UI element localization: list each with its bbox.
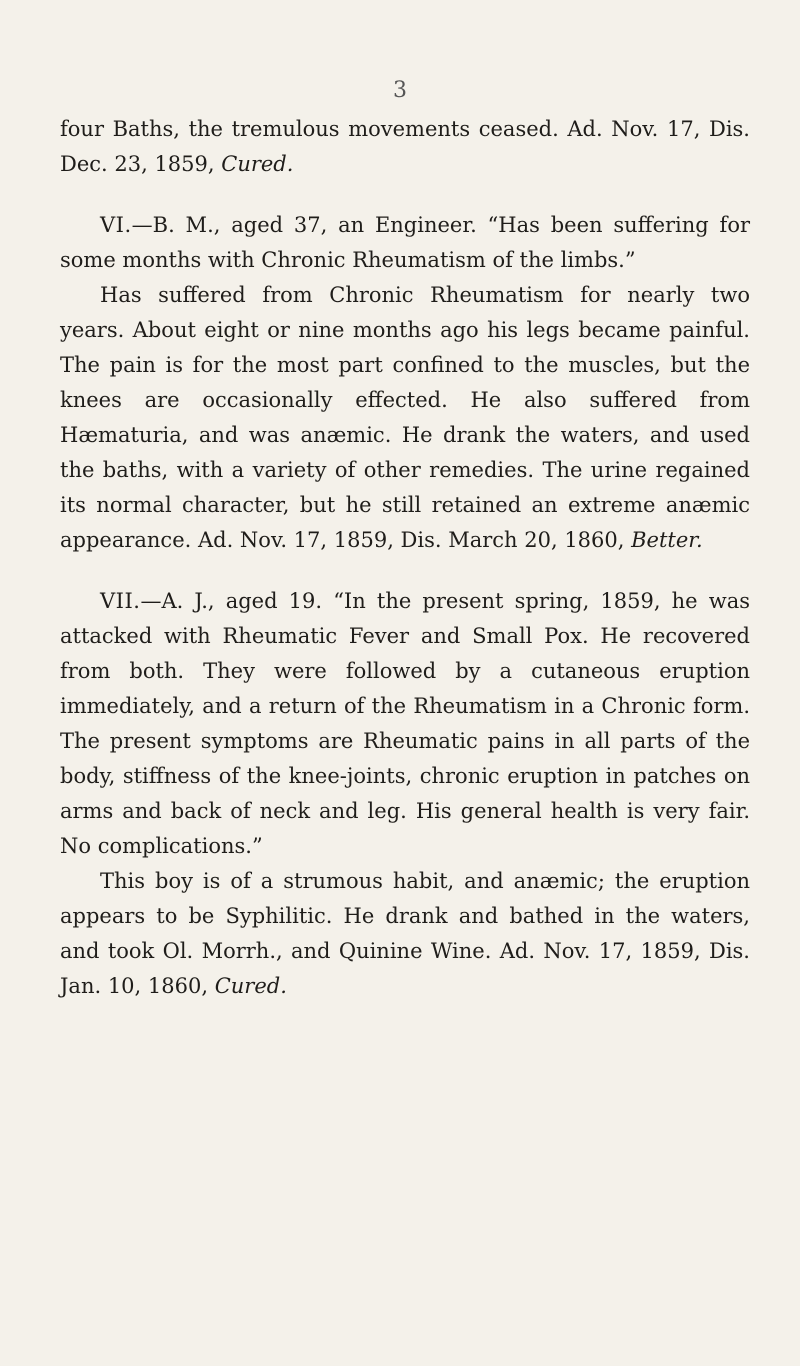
case-summary: —B. M., aged 37, an Engineer. “Has been suffering for some months with Chronic Rheumatism of the limbs.”: [60, 213, 750, 272]
outcome-label: Cured.: [214, 974, 287, 998]
case-number: VII.: [100, 589, 141, 613]
case-number: VI.: [100, 213, 132, 237]
case-heading-vi: [60, 208, 750, 278]
body-text: [60, 112, 750, 1004]
case-heading-vii: [60, 584, 750, 864]
paragraph-text: Has suffered from Chronic Rheumatism for nearly two years. About eight or nine months ago his legs became painful. The pain is for the most part confined to the muscles, but the knees are occasionally effected. He also suffered from Hæmaturia, and was anæmic. He drank the waters, and used the baths, with a variety of other remedies. The urine regained its normal character, but he still retained an extreme anæmic appearance. Ad. Nov. 17, 1859, Dis. March 20, 1860,: [60, 283, 750, 552]
outcome-label: Better.: [631, 528, 703, 552]
outcome-label: Cured.: [221, 152, 294, 176]
case-detail-vii: [60, 864, 750, 1004]
paragraph-text: four Baths, the tremulous movements ceased. Ad. Nov. 17, Dis. Dec. 23, 1859,: [60, 117, 750, 176]
case-summary: —A. J., aged 19. “In the present spring, 1859, he was attacked with Rheumatic Fever and Small Pox. He recovered from both. They were followed by a cutaneous eruption immediately, and a return of the Rheumatism in a Chronic form. The present symptoms are Rheumatic pains in all parts of the body, stiffness of the knee-joints, chronic eruption in patches on arms and back of neck and leg. His general health is very fair. No complications.”: [60, 589, 750, 858]
paragraph-text: This boy is of a strumous habit, and anæmic; the eruption appears to be Syphilitic. He drank and bathed in the waters, and took Ol. Morrh., and Quinine Wine. Ad. Nov. 17, 1859, Dis. Jan. 10, 1860,: [60, 869, 750, 998]
page-number: 3: [393, 78, 407, 103]
paragraph-continuation: [60, 112, 750, 182]
case-detail-vi: [60, 278, 750, 558]
